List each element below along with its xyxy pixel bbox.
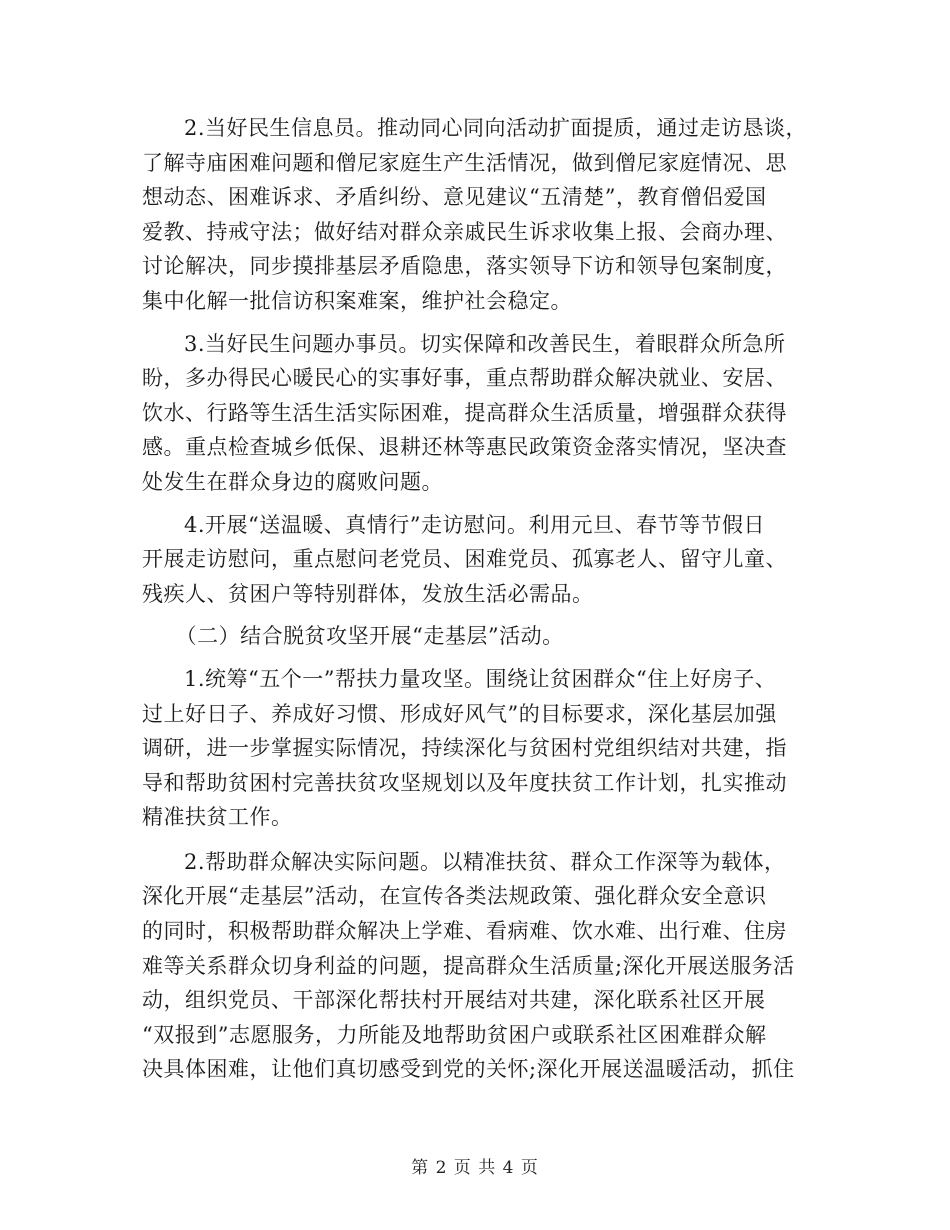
paragraph-line: 3.当好民生问题办事员。切实保障和改善民生，着眼群众所急所 <box>184 331 786 356</box>
paragraph-line: 开展走访慰问，重点慰问老党员、困难党员、孤寡老人、留守儿童、 <box>142 547 787 572</box>
paragraph-line: 的同时，积极帮助群众解决上学难、看病难、饮水难、出行难、住房 <box>142 919 787 944</box>
paragraph <box>142 845 810 1087</box>
page-footer: 第 2 页 共 4 页 <box>411 1158 539 1178</box>
paragraph-line: 感。重点检查城乡低保、退耕还林等惠民政策资金落实情况，坚决查 <box>142 435 787 460</box>
paragraph-line: 想动态、困难诉求、矛盾纠纷、意见建议“五清楚”，教育僧侣爱国 <box>142 185 767 210</box>
paragraph-line: 盼，多办得民心暖民心的实事好事，重点帮助群众解决就业、安居、 <box>142 366 787 391</box>
paragraph-line: 调研，进一步掌握实际情况，持续深化与贫困村党组织结对共建，指 <box>142 736 787 761</box>
paragraph-line: 集中化解一批信访积案难案，维护社会稳定。 <box>142 288 572 313</box>
paragraph-line: 深化开展“走基层”活动，在宣传各类法规政策、强化群众安全意识 <box>142 884 767 909</box>
document-body <box>142 111 810 1087</box>
paragraph-line: 决具体困难，让他们真切感受到党的关怀;深化开展送温暖活动，抓住 <box>142 1057 795 1082</box>
paragraph-line: 4.开展“送温暖、真情行”走访慰问。利用元旦、春节等节假日 <box>184 512 766 537</box>
paragraph-line: 讨论解决，同步摸排基层矛盾隐患，落实领导下访和领导包案制度， <box>142 254 787 279</box>
section-heading <box>142 619 810 654</box>
paragraph-line: 精准扶贫工作。 <box>142 805 293 830</box>
paragraph-line: 导和帮助贫困村完善扶贫攻坚规划以及年度扶贫工作计划，扎实推动 <box>142 770 787 795</box>
paragraph <box>142 508 810 612</box>
paragraph-line: 饮水、行路等生活生活实际困难，提高群众生活质量，增强群众获得 <box>142 400 787 425</box>
paragraph-line: 处发生在群众身边的腐败问题。 <box>142 469 443 494</box>
paragraph-line: 过上好日子、养成好习惯、形成好风气”的目标要求，深化基层加强 <box>142 701 777 726</box>
paragraph-line: 1.统筹“五个一”帮扶力量攻坚。围绕让贫困群众“住上好房子、 <box>184 666 777 691</box>
paragraph <box>142 662 810 835</box>
paragraph-line: “双报到”志愿服务，力所能及地帮助贫困户或联系社区困难群众解 <box>142 1022 767 1047</box>
paragraph-line: 了解寺庙困难问题和僧尼家庭生产生活情况，做到僧尼家庭情况、思 <box>142 150 787 175</box>
paragraph-line: 爱教、持戒守法；做好结对群众亲戚民生诉求收集上报、会商办理、 <box>142 219 787 244</box>
paragraph <box>142 111 810 319</box>
paragraph <box>142 327 810 500</box>
paragraph-line: （二）结合脱贫攻坚开展“走基层”活动。 <box>175 624 564 649</box>
paragraph-line: 动，组织党员、干部深化帮扶村开展结对共建，深化联系社区开展 <box>142 988 766 1013</box>
paragraph-line: 残疾人、贫困户等特别群体，发放生活必需品。 <box>142 581 594 606</box>
paragraph-line: 难等关系群众切身利益的问题，提高群众生活质量;深化开展送服务活 <box>142 953 795 978</box>
paragraph-line: 2.当好民生信息员。推动同心同向活动扩面提质，通过走访恳谈， <box>184 116 808 140</box>
paragraph-line: 2.帮助群众解决实际问题。以精准扶贫、群众工作深等为载体， <box>184 849 786 874</box>
